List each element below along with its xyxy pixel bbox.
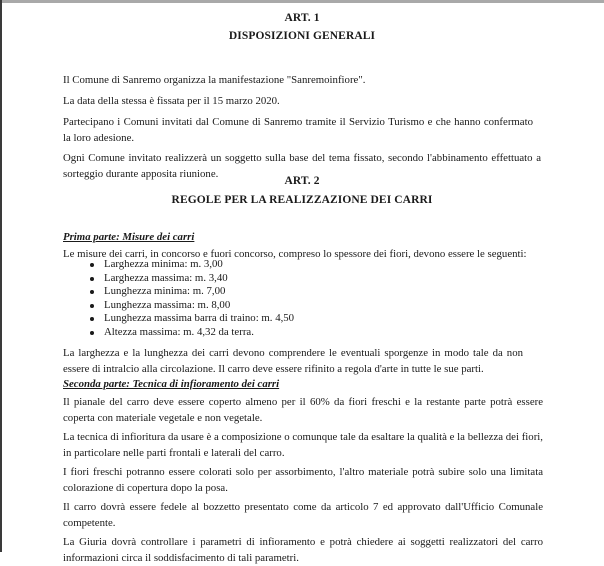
list-item: Lunghezza massima barra di traino: m. 4,50 (90, 312, 294, 326)
list-item: Lunghezza massima: m. 8,00 (90, 299, 294, 313)
part-1-closing: La larghezza e la lunghezza dei carri devono comprendere le eventuali sporgenze in modo tale da non essere di intralcio alla circolazione. Il carro deve essere rifinito a regola d'arte in tutte le sue parti. (63, 347, 523, 375)
part-2-paragraph: La tecnica di infioritura da usare è a composizione o comunque tale da esaltare la qualità e la bellezza dei fiori, in particolare nelle parti frontali e laterali del carro. (63, 431, 543, 459)
article-1-paragraph: Ogni Comune invitato realizzerà un soggetto sulla base del tema fissato, secondo l'abbinamento effettuato a sorteggio durante apposita riunione. (63, 152, 541, 180)
part-2-paragraph: I fiori freschi potranno essere colorati solo per assorbimento, l'altro materiale potrà subire solo una limitata colorazione di copertura dopo la posa. (63, 466, 543, 494)
part-2-paragraph: La Giuria dovrà controllare i parametri di infioramento e potrà chiedere ai soggetti realizzatori del carro informazioni circa il soddisfacimento di tali parametri. (63, 536, 543, 564)
bullet-icon (90, 317, 94, 321)
part-2-heading: Seconda parte: Tecnica di infioramento dei carri (63, 378, 280, 390)
part-2-paragraph: Il carro dovrà essere fedele al bozzetto presentato come da articolo 7 ed approvato dall'Ufficio Comunale competente. (63, 501, 543, 529)
article-1-paragraph: La data della stessa è fissata per il 15 marzo 2020. (63, 95, 280, 107)
bullet-icon (90, 290, 94, 294)
bullet-icon (90, 263, 94, 267)
part-2-paragraph: Il pianale del carro deve essere coperto almeno per il 60% da fiori freschi e la restante parte potrà essere coperta con materiale vegetale e non vegetale. (63, 396, 543, 424)
article-2-title: REGOLE PER LA REALIZZAZIONE DEI CARRI (171, 194, 433, 206)
article-1-number: ART. 1 (284, 12, 320, 24)
part-1-heading: Prima parte: Misure dei carri (63, 231, 195, 243)
list-item: Lunghezza minima: m. 7,00 (90, 285, 294, 299)
bullet-icon (90, 277, 94, 281)
article-2-number: ART. 2 (284, 175, 320, 187)
list-item: Larghezza massima: m. 3,40 (90, 272, 294, 286)
list-item: Altezza massima: m. 4,32 da terra. (90, 326, 294, 340)
bullet-icon (90, 331, 94, 335)
list-item: Larghezza minima: m. 3,00 (90, 258, 294, 272)
part-1-intro: Le misure dei carri, in concorso e fuori concorso, compreso lo spessore dei fiori, devono essere le seguenti: (63, 248, 527, 260)
article-1-title: DISPOSIZIONI GENERALI (228, 30, 376, 42)
bullet-icon (90, 304, 94, 308)
article-1-paragraph: Il Comune di Sanremo organizza la manifestazione "Sanremoinfiore". (63, 74, 366, 86)
article-1-paragraph: Partecipano i Comuni invitati dal Comune di Sanremo tramite il Servizio Turismo e che hanno confermato la loro adesione. (63, 116, 533, 144)
measurements-list (90, 258, 294, 340)
